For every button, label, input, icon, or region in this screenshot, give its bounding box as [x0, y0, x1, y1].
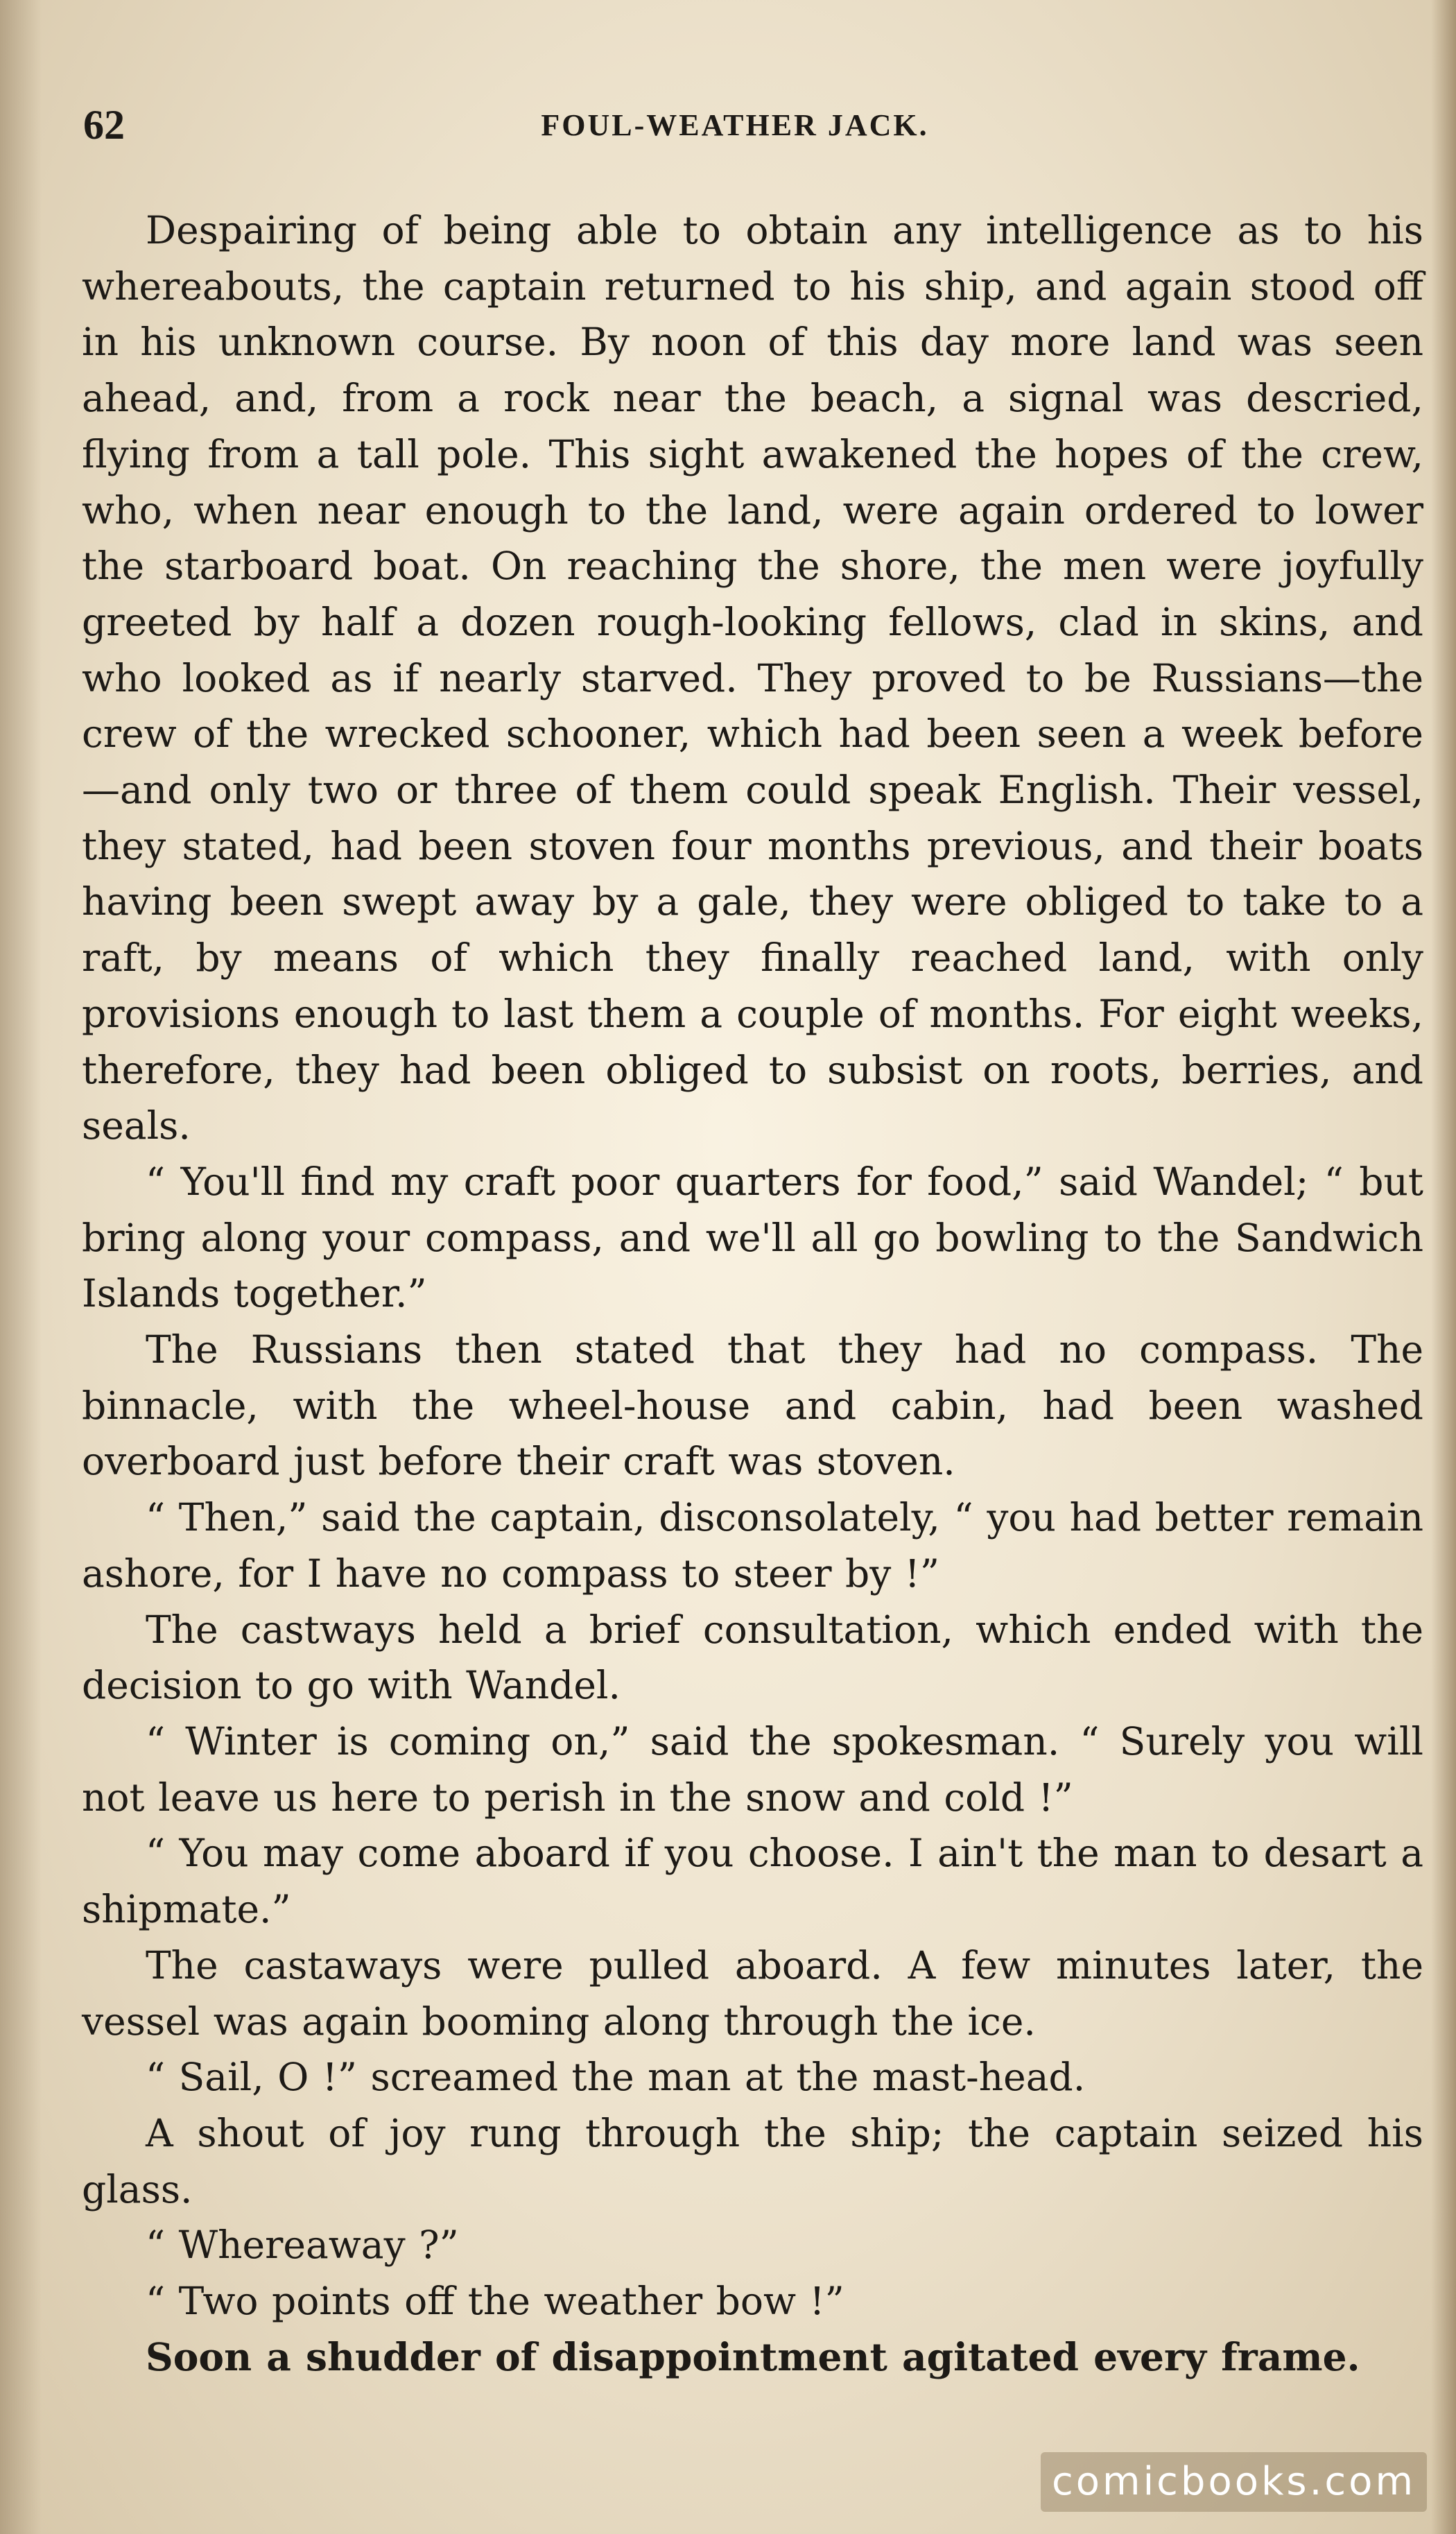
paragraph: “ You'll find my craft poor quarters for food,” said Wandel; “ but bring along your compass, and we'll all go bowling to the Sandwich Islands together.”: [82, 1159, 1423, 1316]
watermark: comicbooks.com: [1041, 2452, 1427, 2512]
page-left-shadow: [0, 0, 42, 2534]
page-number: 62: [83, 102, 125, 148]
paragraph: “ Then,” said the captain, disconsolately, “ you had better remain ashore, for I have no compass to steer by !”: [82, 1495, 1423, 1596]
paragraph: Soon a shudder of disappointment agitated every frame.: [146, 2334, 1360, 2379]
paragraph: The Russians then stated that they had no compass. The binnacle, with the wheel-house and cabin, had been washed overboard just before their craft was stoven.: [82, 1327, 1423, 1484]
paragraph: A shout of joy rung through the ship; the captain seized his glass.: [82, 2110, 1423, 2212]
body-text: [82, 202, 1423, 2385]
paragraph: “ Whereaway ?”: [146, 2223, 459, 2268]
paragraph: “ Winter is coming on,” said the spokesman. “ Surely you will not leave us here to perish in the snow and cold !”: [82, 1718, 1423, 1820]
paragraph: The castways held a brief consultation, which ended with the decision to go with Wandel.: [82, 1607, 1423, 1708]
paragraph: The castaways were pulled aboard. A few minutes later, the vessel was again booming along through the ice.: [82, 1942, 1423, 2044]
paragraph: “ Sail, O !” screamed the man at the mast-head.: [146, 2055, 1086, 2100]
page-right-edge: [1431, 0, 1456, 2534]
paragraph: “ You may come aboard if you choose. I ain't the man to desart a shipmate.”: [82, 1831, 1423, 1932]
running-head: FOUL-WEATHER JACK.: [541, 108, 929, 142]
paragraph: “ Two points off the weather bow !”: [146, 2279, 844, 2324]
page-header: [83, 97, 1387, 153]
paragraph: Despairing of being able to obtain any intelligence as to his whereabouts, the captain returned to his ship, and again stood off in his unknown course. By noon of this day more land was seen ahead, and, from a rock near the beach, a signal was descried, flying from a tall pole. This sight awakened the hopes of the crew, who, when near enough to the land, were again ordered to lower the starboard boat. On reaching the shore, the men were joyfully greeted by half a dozen rough-looking fellows, clad in skins, and who looked as if nearly starved. They proved to be Russians—the crew of the wrecked schooner, which had been seen a week before—and only two or three of them could speak English. Their vessel, they stated, had been stoven four months previous, and their boats having been swept away by a gale, they were obliged to take to a raft, by means of which they finally reached land, with only provisions enough to last them a couple of months. For eight weeks, therefore, they had been obliged to subsist on roots, berries, and seals.: [82, 208, 1423, 1148]
